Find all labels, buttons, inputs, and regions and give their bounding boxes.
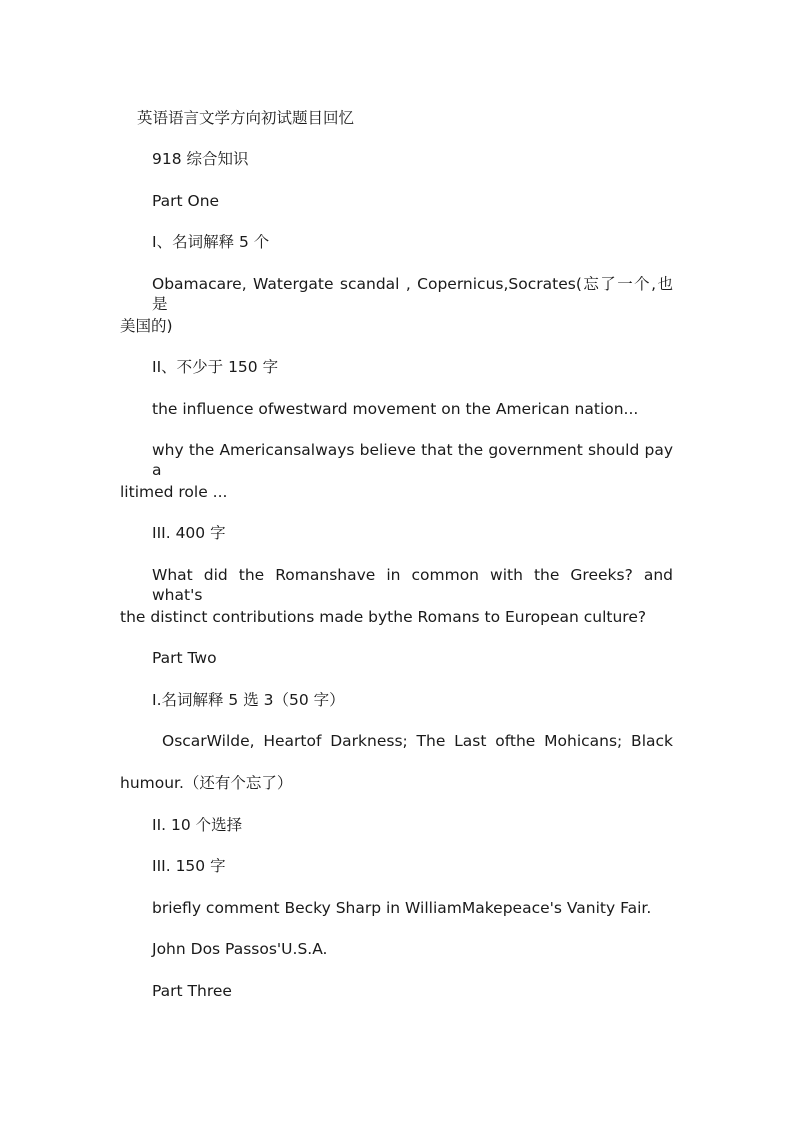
- question-heading: II、不少于 150 字: [152, 358, 279, 376]
- question-heading: III. 400 字: [152, 524, 226, 542]
- paragraph-line: why the Americansalways believe that the government should pay a: [152, 441, 673, 479]
- paragraph-line: John Dos Passos'U.S.A.: [152, 940, 328, 958]
- question-heading: II. 10 个选择: [152, 816, 243, 834]
- paragraph-line: 美国的): [120, 317, 173, 335]
- paragraph-line: Obamacare, Watergate scandal , Copernicus,Socrates(忘了一个,也是: [152, 275, 673, 313]
- part-one-heading: Part One: [152, 192, 220, 210]
- part-two-heading: Part Two: [152, 649, 217, 667]
- paragraph-line: humour.（还有个忘了）: [120, 774, 293, 792]
- question-heading: I.名词解释 5 选 3（50 字）: [152, 691, 345, 709]
- paragraph-line: the distinct contributions made bythe Romans to European culture?: [120, 608, 647, 626]
- question-heading: I、名词解释 5 个: [152, 233, 270, 251]
- question-heading: III. 150 字: [152, 857, 226, 875]
- paragraph-line: litimed role ...: [120, 483, 228, 501]
- paragraph-line: the influence ofwestward movement on the American nation...: [152, 400, 639, 418]
- document-title: 英语语言文学方向初试题目回忆: [137, 109, 355, 127]
- paragraph-line: briefly comment Becky Sharp in WilliamMakepeace's Vanity Fair.: [152, 899, 652, 917]
- part-three-heading: Part Three: [152, 982, 232, 1000]
- subject-heading: 918 综合知识: [152, 150, 249, 168]
- paragraph-line: What did the Romanshave in common with the Greeks? and what's: [152, 566, 673, 604]
- paragraph-line: OscarWilde, Heartof Darkness; The Last ofthe Mohicans; Black: [162, 732, 673, 750]
